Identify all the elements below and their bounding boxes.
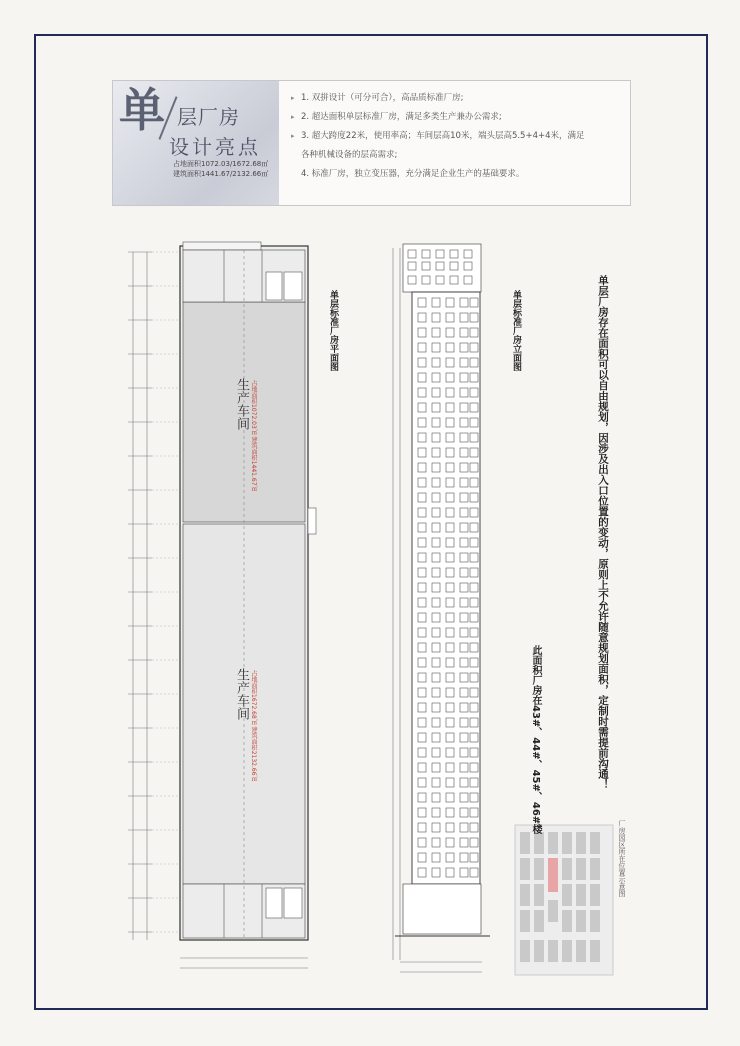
plan-wc-top [284,272,302,300]
elevation-window [450,276,458,284]
elevation-window [418,493,426,502]
elevation-window [446,523,454,532]
elevation-window [460,808,468,817]
elevation-window [460,673,468,682]
elevation-window [418,553,426,562]
elevation-window [446,358,454,367]
elevation-window [418,313,426,322]
elevation-window [446,538,454,547]
elevation-window [460,523,468,532]
elevation-window [418,658,426,667]
keymap-building [576,858,586,880]
elevation-window [408,262,416,270]
elevation-window [460,688,468,697]
elevation-window [432,613,440,622]
elevation-window [446,418,454,427]
elevation-window [460,358,468,367]
elevation-window [436,276,444,284]
keymap-building [562,832,572,854]
elevation-window [460,478,468,487]
elevation-window [418,538,426,547]
elevation-window [446,628,454,637]
elevation-window [460,403,468,412]
keymap-building [576,832,586,854]
elevation-window [432,343,440,352]
keymap-building [548,940,558,962]
elevation-window [446,748,454,757]
keymap-caption: 厂房园区所在位置示意图 [618,820,626,897]
keymap-building [590,884,600,906]
keymap-building [590,940,600,962]
elevation-window [460,313,468,322]
keymap-building [520,884,530,906]
elevation-window [432,463,440,472]
elevation-window [432,553,440,562]
workshop-lower-label: 生产车间 [234,668,249,720]
elevation-window [460,778,468,787]
elevation-window [432,823,440,832]
elevation-window [470,703,478,712]
elevation-window [418,328,426,337]
elevation-window [446,553,454,562]
elevation-window [432,328,440,337]
elevation-window [432,868,440,877]
elevation-window [446,298,454,307]
keymap-highlight-building [548,858,558,892]
elevation-window [432,703,440,712]
elevation-window [460,793,468,802]
elevation-window [470,763,478,772]
elevation-window [432,628,440,637]
elevation-window [418,373,426,382]
elevation-window [470,553,478,562]
elevation-window [470,328,478,337]
elevation-window [418,298,426,307]
elevation-window [470,403,478,412]
elevation-window [460,418,468,427]
elevation-window [470,298,478,307]
elevation-window [460,853,468,862]
elevation-window [460,388,468,397]
keymap-building [534,832,544,854]
elevation-window [418,853,426,862]
elevation-window [418,448,426,457]
keymap-building [534,858,544,880]
elevation-window [432,658,440,667]
plan-side-door [308,508,316,534]
elevation-window [432,508,440,517]
elevation-window [432,403,440,412]
elevation-window [418,688,426,697]
elevation-window [464,250,472,258]
elevation-window [470,808,478,817]
elevation-window [460,718,468,727]
elevation-window [446,778,454,787]
elevation-window [418,598,426,607]
elevation-bottom-tower [403,884,481,934]
elevation-window [470,673,478,682]
feature-item: 4. 标准厂房，独立变压器，充分满足企业生产的基础要求。 [301,169,525,179]
elevation-window [464,276,472,284]
elevation-window [470,823,478,832]
elevation-window [418,793,426,802]
keymap-building [534,884,544,906]
elevation-window [418,568,426,577]
elevation-window [432,808,440,817]
elevation-window [470,778,478,787]
elevation-window [446,688,454,697]
elevation-window [418,628,426,637]
elevation-window [432,538,440,547]
land-area-text: 占地面积1072.03/1672.68㎡ [173,160,269,168]
elevation-window [470,748,478,757]
elevation-window [418,583,426,592]
elevation-window [470,358,478,367]
keymap-building [562,858,572,880]
elevation-window [446,583,454,592]
elevation-window [460,508,468,517]
bullet-arrow-icon: ▸ [291,132,295,140]
elevation-window [418,733,426,742]
plan-stair-top [266,272,282,300]
elevation-window [460,838,468,847]
elevation-window [418,418,426,427]
elevation-window [470,838,478,847]
elevation-window [460,643,468,652]
elevation-window [460,598,468,607]
elevation-window [464,262,472,270]
elevation-window [460,433,468,442]
keymap-building [576,940,586,962]
elevation-window [446,793,454,802]
elevation-window [470,433,478,442]
elevation-window [470,868,478,877]
feature-item: ▸ 2. 超达面积单层标准厂房，满足多类生产兼办公需求; [291,108,621,127]
elevation-window [418,358,426,367]
elevation-window [446,658,454,667]
elevation-window [470,733,478,742]
keymap-building [576,910,586,932]
feature-item: ▸ 3. 超大跨度22米，使用率高；车间层高10米，端头层高5.5+4+4米，满足 [291,127,621,146]
elevation-window [470,718,478,727]
elevation-window [470,688,478,697]
elevation-window [432,493,440,502]
keymap-building [548,900,558,922]
elevation-window [432,853,440,862]
elevation-window [460,748,468,757]
elevation-window [446,403,454,412]
elevation-window [460,538,468,547]
keymap-building [562,940,572,962]
elevation-window [460,448,468,457]
elevation-window [470,478,478,487]
elevation-drawing [393,244,490,972]
workshop-lower-area: 占地面积1672.68㎡ 建筑面积2132.66㎡ [250,670,257,782]
keymap-building [590,858,600,880]
elevation-window [446,598,454,607]
elevation-window [460,763,468,772]
keymap-building [520,940,530,962]
elevation-window [436,262,444,270]
elevation-window [460,343,468,352]
elevation-window [432,718,440,727]
elevation-window [418,343,426,352]
bullet-arrow-icon: ▸ [291,113,295,121]
elevation-window [432,373,440,382]
elevation-window [446,328,454,337]
elevation-window [446,613,454,622]
elevation-window [470,793,478,802]
title-big-char: 单 [119,83,165,137]
elevation-window [446,763,454,772]
elevation-window [432,448,440,457]
elevation-window [432,478,440,487]
elevation-window [432,733,440,742]
elevation-window [460,298,468,307]
elevation-window [432,673,440,682]
elevation-window [418,643,426,652]
feature-item: ▸ 1. 双拼设计（可分可合），高品质标准厂房; [291,89,621,108]
elevation-window [460,868,468,877]
elevation-window [436,250,444,258]
plan-wc-bottom [284,888,302,918]
elevation-window [470,853,478,862]
build-area-text: 建筑面积1441.67/2132.66㎡ [173,170,269,178]
elevation-window [446,808,454,817]
elevation-window [446,313,454,322]
elevation-window [432,298,440,307]
keymap-building [520,910,530,932]
keymap-building [534,940,544,962]
elevation-window [470,598,478,607]
elevation-window [470,643,478,652]
elevation-window [460,823,468,832]
plan-stair-bottom [266,888,282,918]
elevation-window [446,508,454,517]
elevation-window [432,598,440,607]
elevation-window [450,250,458,258]
keymap-building [534,910,544,932]
elevation-window [432,388,440,397]
feature-item-continued: 各种机械设备的层高需求; [301,150,398,160]
keymap-building [548,832,558,854]
elevation-window [470,313,478,322]
elevation-window [432,793,440,802]
workshop-upper-area: 占地面积1072.03㎡ 建筑面积1441.67㎡ [250,380,257,492]
keymap-building [590,910,600,932]
elevation-window [422,276,430,284]
elevation-window [446,448,454,457]
elevation-window [418,823,426,832]
elevation-window [460,703,468,712]
elevation-window [432,763,440,772]
elevation-window [460,553,468,562]
elevation-window [418,613,426,622]
elevation-window [432,583,440,592]
elevation-window [446,388,454,397]
elevation-window [446,703,454,712]
elevation-window [446,343,454,352]
keymap-building [520,832,530,854]
elevation-window [432,313,440,322]
elevation-window [432,688,440,697]
site-keymap [515,825,613,975]
elevation-window [432,358,440,367]
elevation-window [446,823,454,832]
elevation-window [446,463,454,472]
elevation-window [470,463,478,472]
elevation-window [460,328,468,337]
elevation-window [460,613,468,622]
elevation-window [460,658,468,667]
elevation-window [460,628,468,637]
elevation-window [418,748,426,757]
elevation-window [470,343,478,352]
elevation-window [418,703,426,712]
building-location-note: 此面积厂房在43#、44#、45#、46#楼 [530,645,541,835]
elevation-window [470,373,478,382]
elevation-window [446,568,454,577]
elevation-window [418,763,426,772]
elevation-window [432,643,440,652]
elevation-window [470,658,478,667]
elevation-window [408,276,416,284]
elevation-window [470,418,478,427]
keymap-building [590,832,600,854]
elevation-window [470,493,478,502]
elevation-window [446,868,454,877]
keymap-building [520,858,530,880]
elevation-window [446,643,454,652]
elevation-window [460,463,468,472]
elevation-window [470,628,478,637]
elevation-window [418,673,426,682]
elevation-window [460,733,468,742]
elevation-window [432,838,440,847]
elevation-window [422,262,430,270]
elevation-window [432,523,440,532]
elevation-window [470,388,478,397]
workshop-upper-label: 生产车间 [234,378,249,430]
elevation-window [460,568,468,577]
elevation-window [446,433,454,442]
elevation-window [418,388,426,397]
elevation-window [422,250,430,258]
elevation-window [470,613,478,622]
elevation-window [470,568,478,577]
elevation-window [408,250,416,258]
elevation-title: 单层标准厂房立面图 [511,290,521,371]
planning-note: 单层厂房存在面积可以自由规划，因涉及出入口位置的变动，原则上不允许随意规划面积，定制时需提前沟通！ [597,275,609,790]
elevation-window [446,493,454,502]
elevation-window [418,508,426,517]
elevation-window [460,493,468,502]
elevation-window [450,262,458,270]
elevation-window [418,868,426,877]
elevation-window [446,718,454,727]
elevation-window [446,853,454,862]
elevation-window [418,433,426,442]
elevation-window [432,418,440,427]
plan-title: 单层标准厂房平面图 [328,290,338,371]
elevation-window [418,778,426,787]
elevation-window [418,808,426,817]
bullet-arrow-icon: ▸ [291,94,295,102]
elevation-window [470,448,478,457]
elevation-window [470,538,478,547]
elevation-window [418,478,426,487]
title-line1: 层厂房 [177,105,240,129]
elevation-window [446,373,454,382]
elevation-window [460,583,468,592]
elevation-window [418,838,426,847]
elevation-window [432,568,440,577]
elevation-window [432,433,440,442]
elevation-window [470,523,478,532]
elevation-window [418,463,426,472]
elevation-window [418,718,426,727]
elevation-window [470,583,478,592]
elevation-window [446,673,454,682]
elevation-window [460,373,468,382]
elevation-window [446,733,454,742]
keymap-building [562,884,572,906]
plan-top-annex [183,242,261,250]
elevation-window [432,778,440,787]
elevation-window [432,748,440,757]
elevation-window [446,478,454,487]
elevation-window [418,403,426,412]
keymap-building [562,910,572,932]
title-line2: 设计亮点 [169,135,261,159]
floor-plan [128,242,316,968]
elevation-window [446,838,454,847]
elevation-window [418,523,426,532]
keymap-building [576,884,586,906]
elevation-window [470,508,478,517]
